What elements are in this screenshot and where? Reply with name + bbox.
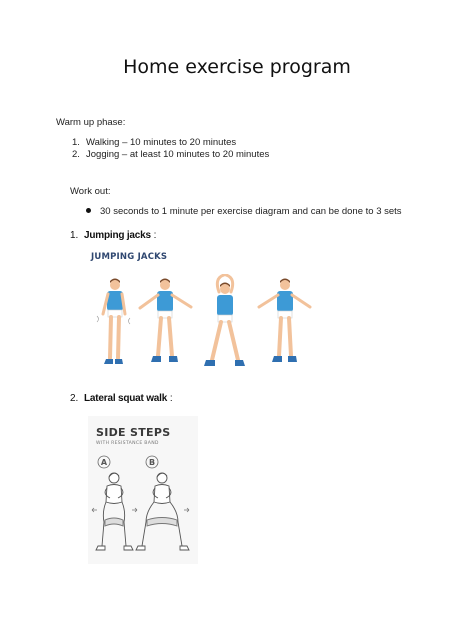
exercise-number: 1. bbox=[70, 230, 79, 241]
jumping-jack-figure-1 bbox=[97, 279, 130, 365]
jumping-jacks-label: JUMPING JACKS bbox=[91, 252, 168, 262]
side-step-figure-b bbox=[136, 473, 189, 550]
bullet-icon bbox=[86, 208, 91, 213]
list-text: Walking – 10 minutes to 20 minutes bbox=[86, 137, 237, 148]
side-steps-label: SIDE STEPS bbox=[96, 426, 171, 439]
side-steps-sublabel: WITH RESISTANCE BAND bbox=[96, 441, 159, 446]
exercise-suffix: : bbox=[167, 393, 173, 404]
bullet-text: 30 seconds to 1 minute per exercise diagram and can be done to 3 sets bbox=[100, 206, 402, 217]
exercise-name: Jumping jacks bbox=[84, 230, 151, 241]
exercise-suffix: : bbox=[150, 230, 157, 241]
jumping-jacks-illustration bbox=[88, 274, 318, 374]
jumping-jack-figure-3 bbox=[204, 275, 245, 366]
step-b-letter: B bbox=[148, 458, 156, 467]
step-a-letter: A bbox=[100, 458, 108, 467]
warmup-heading: Warm up phase: bbox=[56, 117, 126, 128]
side-steps-illustration bbox=[88, 450, 198, 564]
workout-heading: Work out: bbox=[70, 186, 111, 197]
page-title: Home exercise program bbox=[123, 56, 351, 78]
list-number: 2. bbox=[72, 149, 80, 160]
exercise-heading-jumping-jacks bbox=[70, 230, 156, 241]
list-item bbox=[72, 149, 269, 160]
step-b-badge bbox=[146, 456, 158, 468]
list-number: 1. bbox=[72, 137, 80, 148]
jumping-jack-figure-4 bbox=[259, 279, 310, 363]
side-step-figure-a bbox=[96, 473, 133, 550]
exercise-number: 2. bbox=[70, 393, 79, 404]
list-text: Jogging – at least 10 minutes to 20 minutes bbox=[86, 149, 270, 160]
jumping-jack-figure-2 bbox=[140, 279, 191, 363]
exercise-heading-lateral-squat-walk bbox=[70, 393, 173, 404]
list-item bbox=[72, 137, 236, 148]
exercise-name: Lateral squat walk bbox=[84, 393, 168, 404]
step-a-badge bbox=[98, 456, 110, 468]
workout-bullet bbox=[86, 206, 402, 217]
